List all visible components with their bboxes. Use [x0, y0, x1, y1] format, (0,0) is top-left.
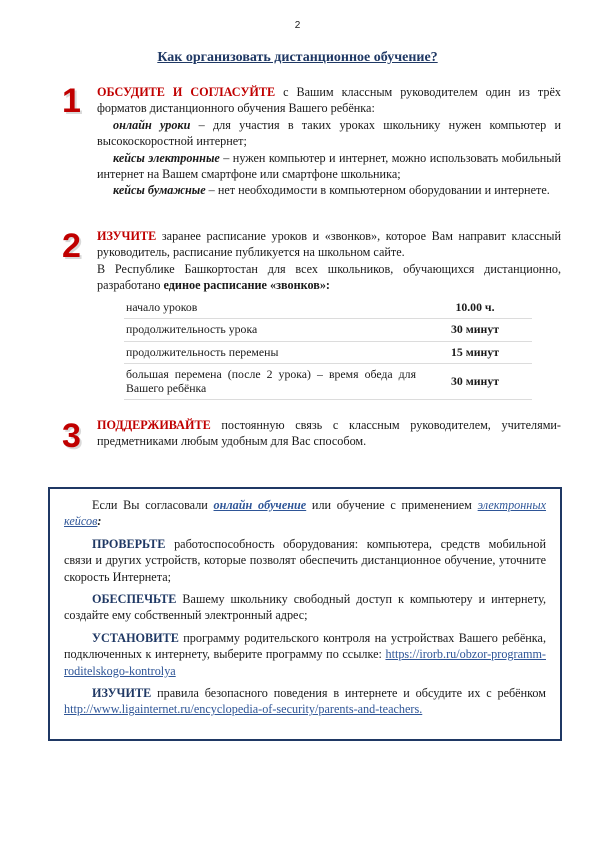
electronic-cases-link[interactable]: электронных кейсов: [64, 498, 547, 529]
provide-heading: ОБЕСПЕЧЬТЕ: [92, 592, 177, 607]
provide-text: Вашему школьнику свободный доступ к компьютеру и интернету, создайте ему собственный электронный адрес;: [64, 592, 546, 623]
step-2: [97, 228, 561, 400]
study-heading: ИЗУЧИТЕ: [92, 686, 152, 701]
schedule-label: продолжительность урока: [124, 319, 418, 342]
step-3-heading: ПОДДЕРЖИВАЙТЕ: [97, 418, 211, 432]
security-encyclopedia-link[interactable]: http://www.ligainternet.ru/encyclopedia-of-security/parents-and-teachers.: [64, 702, 423, 717]
schedule-value: 10.00 ч.: [418, 297, 532, 319]
format-paper-text: – нет необходимости в компьютерном оборудовании и интернете.: [205, 183, 550, 198]
box-intro-text: Если Вы согласовали: [92, 498, 214, 512]
check-text: работоспособность оборудования: компьютера, средств мобильной связи и других устройств, которые позволят обеспечить дистанционное обучение, уточните скорость Интернета;: [64, 536, 546, 584]
step-number-3: 3: [62, 417, 81, 455]
online-learning-link[interactable]: онлайн обучение: [213, 498, 307, 512]
install-text: программу родительского контроля на устройствах Вашего ребёнка, подключенных к интернету, выберите программу по ссылке:: [64, 630, 546, 662]
study-text: правила безопасного поведения в интернете и обсудите их с ребёнком: [151, 686, 546, 701]
table-row: [124, 341, 532, 364]
bell-schedule-table: [124, 297, 532, 401]
check-heading: ПРОВЕРЬТЕ: [92, 536, 166, 551]
info-box: [48, 487, 562, 741]
table-row: [124, 364, 532, 400]
schedule-value: 30 минут: [418, 319, 532, 342]
step-1-heading: ОБСУДИТЕ И СОГЛАСУЙТЕ: [97, 85, 276, 99]
page-number: 2: [294, 20, 301, 31]
step-2-heading: ИЗУЧИТЕ: [97, 229, 157, 243]
parental-control-link[interactable]: https://irorb.ru/obzor-programm-roditelskogo-kontrolya: [64, 647, 546, 678]
box-intro-text: или обучение с применением: [306, 498, 478, 512]
step-3-text: постоянную связь с классным руководителем, учителями-предметниками любым удобным для Вас способом.: [97, 418, 561, 449]
step-1-text: с Вашим классным руководителем один из трёх форматов дистанционного обучения Вашего ребёнка:: [97, 85, 562, 116]
step-2-schedule-label: единое расписание «звонков»:: [163, 278, 330, 293]
step-3: [97, 417, 561, 450]
page-title: Как организовать дистанционное обучение?: [157, 50, 438, 65]
schedule-label: большая перемена (после 2 урока) – время обеда для Вашего ребёнка: [124, 364, 418, 400]
schedule-label: продолжительность перемены: [124, 341, 418, 364]
box-intro-colon: :: [97, 514, 102, 529]
step-number-1: 1: [62, 82, 81, 120]
table-row: [124, 319, 532, 342]
step-2-text-2: В Республике Башкортостан для всех школьников, обучающихся дистанционно, разработано: [97, 261, 561, 293]
install-heading: УСТАНОВИТЕ: [92, 630, 179, 645]
format-online-text: – для участия в таких уроках школьнику нужен компьютер и высокоскоростной интернет;: [97, 117, 561, 149]
table-row: [124, 297, 532, 319]
schedule-value: 15 минут: [418, 341, 532, 364]
format-ecases-text: – нужен компьютер и интернет, можно использовать мобильный интернет на Вашем смартфоне или смартфоне школьника;: [97, 150, 561, 182]
step-number-2: 2: [62, 227, 81, 265]
schedule-value: 30 минут: [418, 364, 532, 400]
step-1: [97, 84, 561, 199]
format-ecases-term: кейсы электронные: [113, 150, 220, 165]
schedule-label: начало уроков: [124, 297, 418, 319]
step-2-text: заранее расписание уроков и «звонков», которое Вам направит классный руководитель, расписание публикуется на школьном сайте.: [97, 229, 561, 260]
format-paper-term: кейсы бумажные: [113, 183, 206, 198]
format-online-term: онлайн уроки: [113, 117, 191, 132]
